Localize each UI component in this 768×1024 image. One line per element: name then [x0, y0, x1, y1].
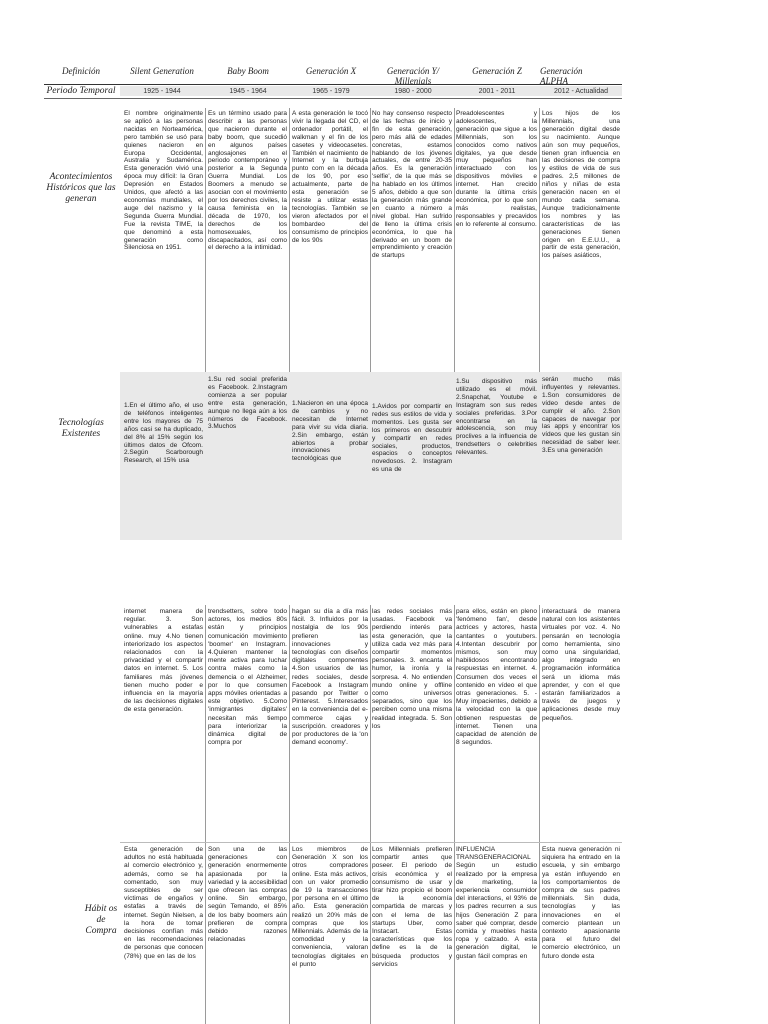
acontecimientos-alpha: Los hijos de los Millennials, una generación digital desde su nacimiento. Aunque aún son muy pequeños, tienen gran influencia en las decisiones de compra y estilos de vida de sus padres. 2,5 millones de niños y niñas de esta generación nacen en el mundo cada semana. Aunque tradicionalmente los nombres y las características de las generaciones tienen origen en E.E.U.U., a partir de esta generación, los países asiáticos, — [542, 110, 620, 260]
col-divider — [370, 605, 371, 1024]
header-generacion-alpha: Generación ALPHA — [540, 66, 583, 86]
label-acontecimientos: Acontecimientos Históricos que las generan — [46, 172, 116, 204]
habitos-rule — [120, 842, 622, 843]
period-geny: 1980 - 2000 — [394, 88, 432, 95]
period-genz: 2001 - 2011 — [478, 88, 516, 95]
header-baby-boom: Baby Boom — [227, 66, 269, 76]
acontecimientos-silent: El nombre originalmente se aplicó a las personas nacidas en Norteamérica, pero también se usó para quienes nacieron en Europa Occidental, Australia y Sudamérica. Esta generación vivió una época muy difícil: la Gran Depresión en Estados Unidos, que afectó a las economías mundiales, el auge del nazismo y la Segunda Guerra Mundial. Fue la revista TIME, la que denominó a esta generación como Silenciosa en 1951. — [124, 110, 203, 252]
continuacion-genz: para ellos, están en pleno 'fenómeno fan', desde actrices y actores, hasta cantantes o youtubers. 4.Intentan descubrir por mismos, son muy habilidosos encontrando respuestas en internet. 4. Consumen dos veces el contenido en vídeo el que otras generaciones. 5. - Muy impacientes, debido a la velocidad con la que obtienen respuestas de internet. Tienen una capacidad de atención de 8 segundos. — [456, 608, 537, 747]
acontecimientos-genz: Preadolescentes y adolescentes, la generación que sigue a los Millennials, son los conocidos como nativos digitales, ya que desde muy pequeños han interactuado con los dispositivos móviles e internet. Han crecido durante la última crisis económica, por lo que son más realistas, responsables y precavidos en lo referente al consumo. — [456, 110, 537, 228]
tecnologias-alpha: serán mucho más influyentes y relevantes. 1.Son consumidores de vídeo desde antes de cumplir el año. 2.Son capaces de navegar por las apps y encontrar los vídeos que les gustan sin necesidad de saber leer. 3.Es una generación — [542, 376, 620, 455]
header-rule — [44, 84, 622, 85]
continuacion-boom: trendsetters, sobre todo actores, los medios 80s están y principios comunicación movimiento 'boomer' en Instagram. 4.Quieren mantener la mente activa para luchar contra males como la demencia o el Alzheimer, por lo que consumen apps móviles orientadas a este objetivo. 5.Como 'inmigrantes digitales' necesitan más tiempo para interiorizar la dinámica digital de compra por — [208, 608, 287, 747]
header-generacion-x: Generación X — [305, 66, 357, 76]
tecnologias-geny: 1.Ávidos por compartir en redes sus estilos de vida y momentos. Les gusta ser los primeros en descubrir y compartir en redes sociales, productos, espacios o conceptos novedosos. 2. Instagram es una de — [372, 403, 452, 474]
tecnologias-boom: 1.Su red social preferida es Facebook. 2.Instagram comienza a ser popular entre esta generación, aunque no llega aún a los números de Facebook. 3.Muchos — [208, 376, 287, 431]
period-genx: 1965 - 1979 — [312, 88, 350, 95]
label-habitos-de-compra: Hábit os de Compra — [84, 904, 118, 936]
habitos-silent: Esta generación de adultos no está habituada al comercio electrónico y, además, como se ha comentado, son muy susceptibles de ser víctimas de engaños y estafas a través de internet. Según Nielsen, a la hora de tomar decisiones confían más en las recomendaciones de personas que conocen (78%) que en las de los — [124, 846, 203, 960]
continuacion-silent: internet manera de regular. 3. Son vulnerables a estafas online. muy 4.No tienen interiorizado los aspectos relacionados con la privacidad y el compartir datos en internet. 5. Los familiares más jóvenes tienen mucho poder e influencia en la mayoría de las decisiones digitales de esta generación. — [124, 608, 203, 714]
header-silent-generation: Silent Generation — [130, 66, 194, 76]
header-definicion: Definición — [62, 66, 100, 76]
col-divider — [205, 605, 206, 1024]
label-periodo-temporal: Periodo Temporal — [46, 86, 116, 96]
continuacion-alpha: interactuará de manera natural con los asistentes virtuales por voz. 4. No pensarán en tecnología como herramienta, sino como una singularidad, algo integrado en programación informática será un idioma más aprender, y con el que estarán familiarizados a través de juegos y aplicaciones desde muy pequeños. — [542, 608, 620, 722]
habitos-genx: Los miembros de Generación X son los otros compradores online. Esta más activos, con un valor promedio de 19 la transacciones por persona en el último año. Esta generación realizó un 20% más de compras que los Millennials. Además de la comodidad y la conveniencia, valoran tecnologías digitales en el punto — [292, 846, 368, 968]
period-silent: 1925 - 1944 — [143, 88, 181, 95]
tecnologias-genx: 1.Nacieron en una época de cambios y no necesitan de Internet para vivir su vida diaria. 2.Sin embargo, están abiertos a probar innovaciones tecnológicas que — [292, 400, 368, 463]
acontecimientos-geny: No hay consenso respecto de las fechas de inicio y fin de esta generación, pero más allá de edades concretas, estamos hablando de los jóvenes actuales, de entre 20-35 años. Es la generación 'selfie', de la que más se ha hablado en los últimos 5 años, debido a que son la generación más grande en cuanto a número a nivel global. Han sufrido de lleno la última crisis económica, lo que ha derivado en un boom de emprendimiento y creación de startups — [372, 110, 452, 260]
label-tecnologias: Tecnologías Existentes — [58, 418, 104, 439]
col-divider — [289, 605, 290, 1024]
col-divider — [539, 605, 540, 1024]
habitos-boom: Son una de las generaciones con generación enormemente apasionada por la variedad y la accesibilidad que ofrecen las compras online. Sin embargo, según Temando, el 85% de los baby boomers aún prefieren de compra debido razones relacionadas — [208, 846, 287, 944]
continuacion-geny: las redes sociales más usadas. Facebook va perdiendo interés para esta generación, que la utiliza cada vez más para compartir momentos personales. 3. encanta el humor, la ironía y la sorpresa. 4. No entienden mundo online y offline como universos separados, sino que los perciben como una misma realidad integrada. 5. Son los — [372, 608, 452, 730]
tecnologias-silent: 1.En el último año, el uso de teléfonos inteligentes entre los mayores de 75 años casi se ha duplicado, del 8% al 15% según los últimos datos de Ofcom. 2.Según Scarborough Research, el 15% usa — [124, 402, 203, 465]
habitos-geny: Los Millennials prefieren compartir antes que poseer. El periodo de crisis económica y el consumismo de usar y tirar hizo propicio el boom de la economía compartida de marcas y con el lema de las startups Uber, como Instacart. Estas características que los define es la de la búsqueda productos y servicios — [372, 846, 452, 968]
continuacion-genx: hagan su día a día más fácil. 3. Influidos por la nostalgia de los 90s prefieren las innovaciones y tecnologías con diseños digitales componentes 4.Son usuarios de las redes sociales, desde Facebook a Instagram pasando por Twitter o Pinterest. 5.Interesados en la conveniencia del e-commerce cajas y suscripción. creadores y por productores de la 'on demand economy'. — [292, 608, 368, 747]
habitos-alpha: Esta nueva generación ni siquiera ha entrado en la escuela, y sin embargo ya están influyendo en los comportamientos de compra de sus padres millennials. Sin duda, tecnologías y las innovaciones en el comercio plantean un contexto apasionante para el futuro del comercio electrónico, un futuro donde esta — [542, 846, 620, 960]
col-divider — [454, 605, 455, 1024]
header-generacion-z: Generación Z — [472, 66, 522, 76]
habitos-genz: INFLUENCIA TRANSGENERACIONAL Según un estudio realizado por la empresa de marketing, la experiencia consumidor del interactions, el 93% de los padres recurren a sus hijos Generación Z para saber qué comprar, desde comida y muebles hasta ropa y calzado. A esta generación digital, le gustan fácil compras en — [456, 846, 537, 960]
periodo-rule — [44, 98, 622, 99]
header-generacion-y: Generación Y/ Millenials — [386, 66, 440, 86]
tecnologias-genz: 1.Su dispositivo más utilizado es el móvil. 2.Snapchat, Youtube e Instagram son sus redes sociales preferidas. 3.Por encontrarse en la adolescencia, son muy proclives a la influencia de trendsetters o celebrities relevantes. — [456, 378, 537, 457]
period-boom: 1945 - 1964 — [229, 88, 267, 95]
acontecimientos-genx: A esta generación le tocó vivir la llegada del CD, el ordenador portátil, el walkman y el fin de los casetes y videocasetes. También el nacimiento de Internet y la burbuja punto com en la década de los 90, por eso actualmente, parte de esta generación se resiste a utilizar estas tecnologías. También se vieron afectados por el bombardeo del consumismo de principios de los 90s — [292, 110, 368, 244]
acontecimientos-boom: Es un término usado para describir a las personas que nacieron durante el baby boom, que sucedió en algunos países anglosajones en el periodo contemporáneo y posterior a la Segunda Guerra Mundial. Los Boomers a menudo se asocian con el movimiento por los derechos civiles, la causa feminista en la década de 1970, los derechos de los homosexuales, los discapacitados, así como el derecho a la intimidad. — [208, 110, 287, 252]
period-alpha: 2012 - Actualidad — [553, 88, 609, 95]
